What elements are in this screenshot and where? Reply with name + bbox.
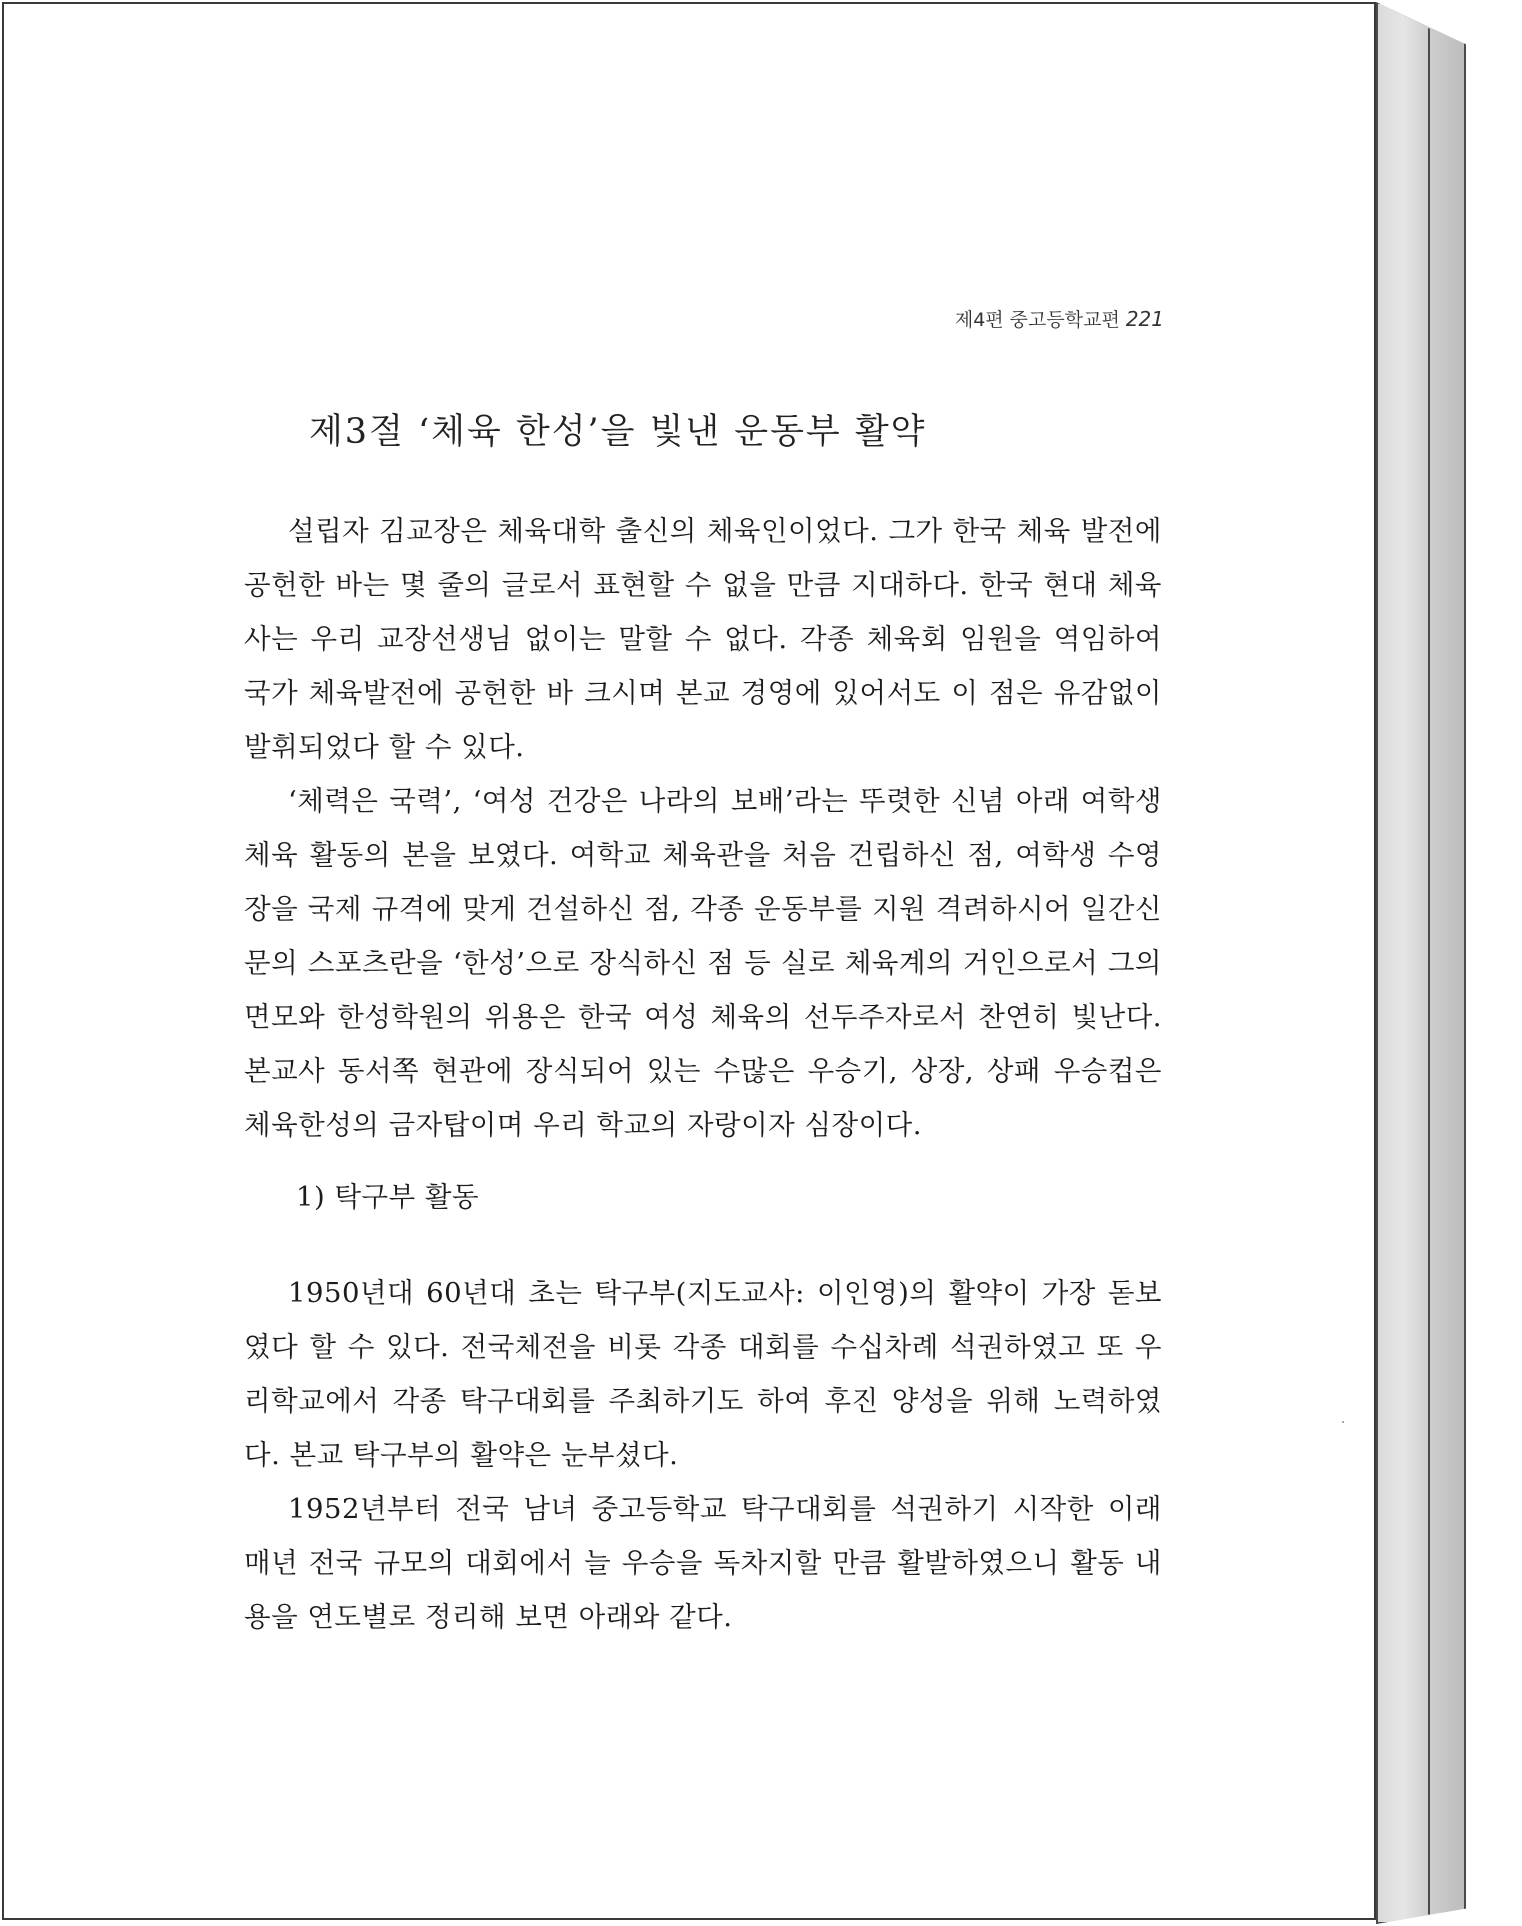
section-title: 제3절 ‘체육 한성’을 빛낸 운동부 활약 [309, 412, 927, 452]
paragraph: 1952년부터 전국 남녀 중고등학교 탁구대회를 석권하기 시작한 이래 매년 전국 규모의 대회에서 늘 우승을 독차지할 만큼 활발하였으니 활동 내용을 연도별로 정리해 보면 아래와 같다. [244, 1493, 1162, 1633]
paragraph: ‘체력은 국력’, ‘여성 건강은 나라의 보배’라는 뚜렷한 신념 아래 여학생 체육 활동의 본을 보였다. 여학교 체육관을 처음 건립하신 점, 여학생 수영장을 국제 규격에 맞게 건설하신 점, 각종 운동부를 지원 격려하시어 일간신문의 스포츠란을 ‘한성’으로 장식하신 점 등 실로 체육계의 거인으로서 그의 면모와 한성학원의 위용은 한국 여성 체육의 선두주자로서 찬연히 빛난다. 본교사 동서쪽 현관에 장식되어 있는 수많은 우승기, 상장, 상패 우승컵은 체육한성의 금자탑이며 우리 학교의 자랑이자 심장이다. [244, 785, 1162, 1141]
running-head-part: 제4편 중고등학교편 [954, 309, 1120, 331]
subsection-heading: 1) 탁구부 활동 [296, 1181, 480, 1213]
subsection-text [244, 1266, 1162, 1644]
running-head [4, 305, 1164, 332]
paragraph: 1950년대 60년대 초는 탁구부(지도교사: 이인영)의 활약이 가장 돋보였다 할 수 있다. 전국체전을 비롯 각종 대회를 수십차례 석권하였고 또 우리학교에서 각종 탁구대회를 주최하기도 하여 후진 양성을 위해 노력하였다. 본교 탁구부의 활약은 눈부셨다. [244, 1277, 1162, 1471]
intro-text [244, 504, 1162, 1152]
page-edge-stack-inner [1376, 2, 1430, 1924]
paragraph: 설립자 김교장은 체육대학 출신의 체육인이었다. 그가 한국 체육 발전에 공헌한 바는 몇 줄의 글로서 표현할 수 없을 만큼 지대하다. 한국 현대 체육사는 우리 교장선생님 없이는 말할 수 없다. 각종 체육회 임원을 역임하여 국가 체육발전에 공헌한 바 크시며 본교 경영에 있어서도 이 점은 유감없이 발휘되었다 할 수 있다. [244, 515, 1162, 763]
book-page [2, 2, 1376, 1920]
scan-speck [1342, 1421, 1344, 1423]
page-number: 221 [1125, 307, 1164, 331]
